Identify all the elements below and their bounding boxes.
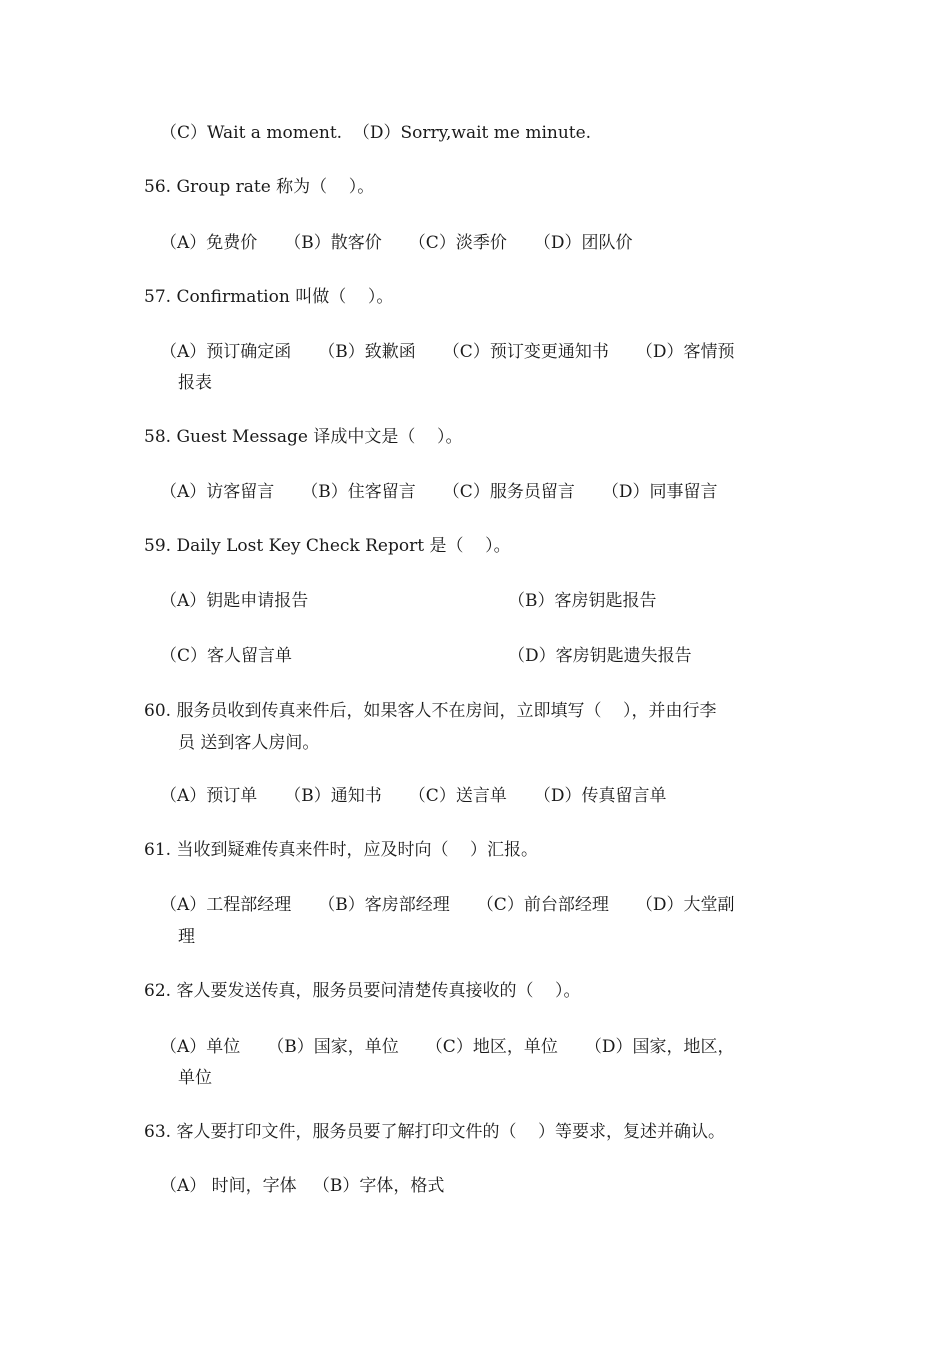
question-61-options-cont: 理 (178, 927, 195, 947)
question-58-options: （A）访客留言 （B）住客留言 （C）服务员留言 （D）同事留言 (160, 482, 718, 502)
question-56-options: （A）免费价 （B）散客价 （C）淡季价 （D）团队价 (160, 233, 633, 253)
question-61-options: （A）工程部经理 （B）客房部经理 （C）前台部经理 （D）大堂副 (160, 895, 735, 915)
question-62-options-cont: 单位 (178, 1068, 212, 1088)
question-60-options: （A）预订单 （B）通知书 （C）送言单 （D）传真留言单 (160, 786, 667, 806)
question-57-options-cont: 报表 (178, 373, 212, 393)
question-58: 58. Guest Message 译成中文是（ ）。 (144, 427, 463, 447)
question-57-options: （A）预订确定函 （B）致歉函 （C）预订变更通知书 （D）客情预 (160, 342, 735, 362)
question-59-option-a: （A）钥匙申请报告 (160, 591, 309, 611)
option-line-c-d: （C）Wait a moment. （D）Sorry,wait me minute. (160, 123, 592, 143)
question-59-option-b: （B）客房钥匙报告 (508, 591, 657, 611)
question-62: 62. 客人要发送传真，服务员要问清楚传真接收的（ ）。 (144, 981, 581, 1001)
question-60-cont: 员 送到客人房间。 (178, 733, 320, 753)
question-59: 59. Daily Lost Key Check Report 是（ ）。 (144, 536, 511, 556)
question-61: 61. 当收到疑难传真来件时，应及时向（ ）汇报。 (144, 840, 539, 860)
question-63: 63. 客人要打印文件，服务员要了解打印文件的（ ）等要求，复述并确认。 (144, 1122, 726, 1142)
question-59-option-d: （D）客房钥匙遗失报告 (508, 646, 692, 666)
question-63-options: （A） 时间，字体 （B）字体，格式 (160, 1176, 445, 1196)
question-57: 57. Confirmation 叫做（ ）。 (144, 287, 394, 307)
question-56: 56. Group rate 称为（ ）。 (144, 177, 375, 197)
question-60: 60. 服务员收到传真来件后，如果客人不在房间，立即填写（ ），并由行李 (144, 701, 717, 721)
question-59-option-c: （C）客人留言单 (160, 646, 293, 666)
question-62-options: （A）单位 （B）国家，单位 （C）地区，单位 （D）国家，地区， (160, 1037, 735, 1057)
